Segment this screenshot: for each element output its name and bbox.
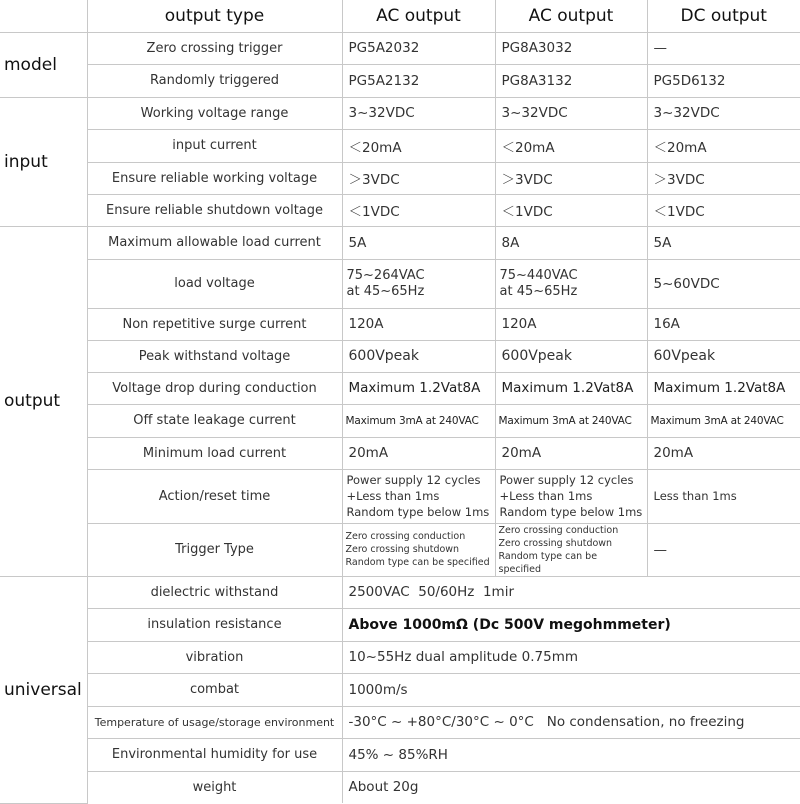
cell-line: 75~440VAC — [499, 267, 578, 283]
cell-universal-value: 2500VAC 50/60Hz 1mir — [342, 576, 800, 608]
table-row — [0, 64, 800, 97]
cell-ac2: 8A — [495, 226, 647, 259]
cell-ac1: PG5A2032 — [342, 32, 495, 64]
cell-line: Random type below 1ms — [346, 505, 490, 519]
cell-dc: Maximum 1.2Vat8A — [647, 372, 800, 404]
cell-ac2: Maximum 3mA at 240VAC — [495, 404, 647, 437]
table-row — [0, 437, 800, 469]
table-row — [0, 404, 800, 437]
param-vibration: vibration — [87, 641, 342, 673]
cell-ac2 — [495, 259, 647, 308]
header-blank — [0, 0, 87, 32]
cell-ac1: Maximum 3mA at 240VAC — [342, 404, 495, 437]
cell-ac2: 3~32VDC — [495, 97, 647, 129]
param-randomly-triggered: Randomly triggered — [87, 64, 342, 97]
table-row — [0, 738, 800, 771]
table-row — [0, 673, 800, 706]
cell-line: at 45~65Hz — [346, 283, 425, 299]
table-row — [0, 641, 800, 673]
table-row — [0, 372, 800, 404]
cell-line: Zero crossing shutdown — [345, 544, 460, 555]
cell-dc: ＞3VDC — [647, 162, 800, 194]
param-temperature: Temperature of usage/storage environment — [87, 706, 342, 738]
cell-dc: Less than 1ms — [647, 469, 800, 523]
table-row — [0, 608, 800, 641]
param-reliable-working-voltage: Ensure reliable working voltage — [87, 162, 342, 194]
cell-universal-value: -30°C ~ +80°C/30°C ~ 0°C No condensation, no freezing — [342, 706, 800, 738]
cell-line: +Less than 1ms — [499, 489, 593, 503]
param-dielectric-withstand: dielectric withstand — [87, 576, 342, 608]
cell-dc: — — [647, 32, 800, 64]
cell-ac1: 5A — [342, 226, 495, 259]
cell-universal-value: 45% ~ 85%RH — [342, 738, 800, 771]
cell-ac2: 600Vpeak — [495, 340, 647, 372]
table-row — [0, 308, 800, 340]
table-row — [0, 97, 800, 129]
param-load-voltage: load voltage — [87, 259, 342, 308]
cell-ac1: ＜20mA — [342, 129, 495, 162]
cell-dc: 16A — [647, 308, 800, 340]
cell-dc: 20mA — [647, 437, 800, 469]
table-row — [0, 340, 800, 372]
cell-universal-value: Above 1000mΩ (Dc 500V megohmmeter) — [342, 608, 800, 641]
cell-universal-value: 1000m/s — [342, 673, 800, 706]
param-peak-withstand-voltage: Peak withstand voltage — [87, 340, 342, 372]
group-model: model — [0, 32, 87, 97]
table-row — [0, 771, 800, 803]
param-action-reset-time: Action/reset time — [87, 469, 342, 523]
cell-dc: 60Vpeak — [647, 340, 800, 372]
cell-line: at 45~65Hz — [499, 283, 578, 299]
cell-line: 75~264VAC — [346, 267, 425, 283]
param-leakage-current: Off state leakage current — [87, 404, 342, 437]
cell-ac2 — [495, 469, 647, 523]
param-max-load-current: Maximum allowable load current — [87, 226, 342, 259]
cell-dc: 5~60VDC — [647, 259, 800, 308]
cell-line: Zero crossing shutdown — [498, 537, 613, 549]
cell-line: Random type can be specified — [345, 557, 490, 568]
param-humidity: Environmental humidity for use — [87, 738, 342, 771]
cell-dc: ＜1VDC — [647, 194, 800, 226]
group-universal: universal — [0, 576, 87, 803]
cell-ac1: Maximum 1.2Vat8A — [342, 372, 495, 404]
cell-ac1: ＜1VDC — [342, 194, 495, 226]
header-output-type: output type — [87, 0, 342, 32]
cell-ac2: 120A — [495, 308, 647, 340]
table-row — [0, 523, 800, 576]
cell-ac1: 3~32VDC — [342, 97, 495, 129]
cell-dc: Maximum 3mA at 240VAC — [647, 404, 800, 437]
cell-ac1 — [342, 523, 495, 576]
cell-line: Zero crossing conduction — [498, 524, 619, 536]
cell-line: +Less than 1ms — [346, 489, 440, 503]
table-row — [0, 32, 800, 64]
cell-universal-value: About 20g — [342, 771, 800, 803]
table-row — [0, 706, 800, 738]
group-output: output — [0, 226, 87, 576]
param-input-current: input current — [87, 129, 342, 162]
table-row — [0, 259, 800, 308]
cell-ac2: PG8A3032 — [495, 32, 647, 64]
header-dc-output: DC output — [647, 0, 800, 32]
table-row — [0, 129, 800, 162]
header-ac-output-2: AC output — [495, 0, 647, 32]
group-input: input — [0, 97, 87, 226]
param-reliable-shutdown-voltage: Ensure reliable shutdown voltage — [87, 194, 342, 226]
header-row — [0, 0, 800, 32]
cell-dc: 3~32VDC — [647, 97, 800, 129]
cell-dc: PG5D6132 — [647, 64, 800, 97]
cell-ac1: 20mA — [342, 437, 495, 469]
cell-line: Power supply 12 cycles — [499, 473, 634, 487]
table-row — [0, 162, 800, 194]
cell-ac1: 120A — [342, 308, 495, 340]
cell-ac2: PG8A3132 — [495, 64, 647, 97]
param-voltage-drop: Voltage drop during conduction — [87, 372, 342, 404]
cell-ac2: ＜20mA — [495, 129, 647, 162]
cell-ac2: ＞3VDC — [495, 162, 647, 194]
cell-line: Zero crossing conduction — [345, 531, 466, 542]
cell-ac1: 600Vpeak — [342, 340, 495, 372]
cell-ac2: Maximum 1.2Vat8A — [495, 372, 647, 404]
cell-dc: — — [647, 523, 800, 576]
table-row — [0, 469, 800, 523]
table-row — [0, 226, 800, 259]
param-combat: combat — [87, 673, 342, 706]
param-trigger-type: Trigger Type — [87, 523, 342, 576]
cell-ac1 — [342, 259, 495, 308]
cell-line: Power supply 12 cycles — [346, 473, 481, 487]
table-row — [0, 194, 800, 226]
param-working-voltage-range: Working voltage range — [87, 97, 342, 129]
table-row — [0, 576, 800, 608]
cell-dc: ＜20mA — [647, 129, 800, 162]
cell-line: Random type can be specified — [498, 550, 598, 575]
cell-ac1 — [342, 469, 495, 523]
param-surge-current: Non repetitive surge current — [87, 308, 342, 340]
cell-ac2 — [495, 523, 647, 576]
param-insulation-resistance: insulation resistance — [87, 608, 342, 641]
param-weight: weight — [87, 771, 342, 803]
cell-ac2: 20mA — [495, 437, 647, 469]
cell-universal-value: 10~55Hz dual amplitude 0.75mm — [342, 641, 800, 673]
cell-dc: 5A — [647, 226, 800, 259]
param-min-load-current: Minimum load current — [87, 437, 342, 469]
header-ac-output-1: AC output — [342, 0, 495, 32]
cell-ac2: ＜1VDC — [495, 194, 647, 226]
cell-line: Random type below 1ms — [499, 505, 643, 519]
param-zero-crossing-trigger: Zero crossing trigger — [87, 32, 342, 64]
cell-ac1: PG5A2132 — [342, 64, 495, 97]
cell-ac1: ＞3VDC — [342, 162, 495, 194]
